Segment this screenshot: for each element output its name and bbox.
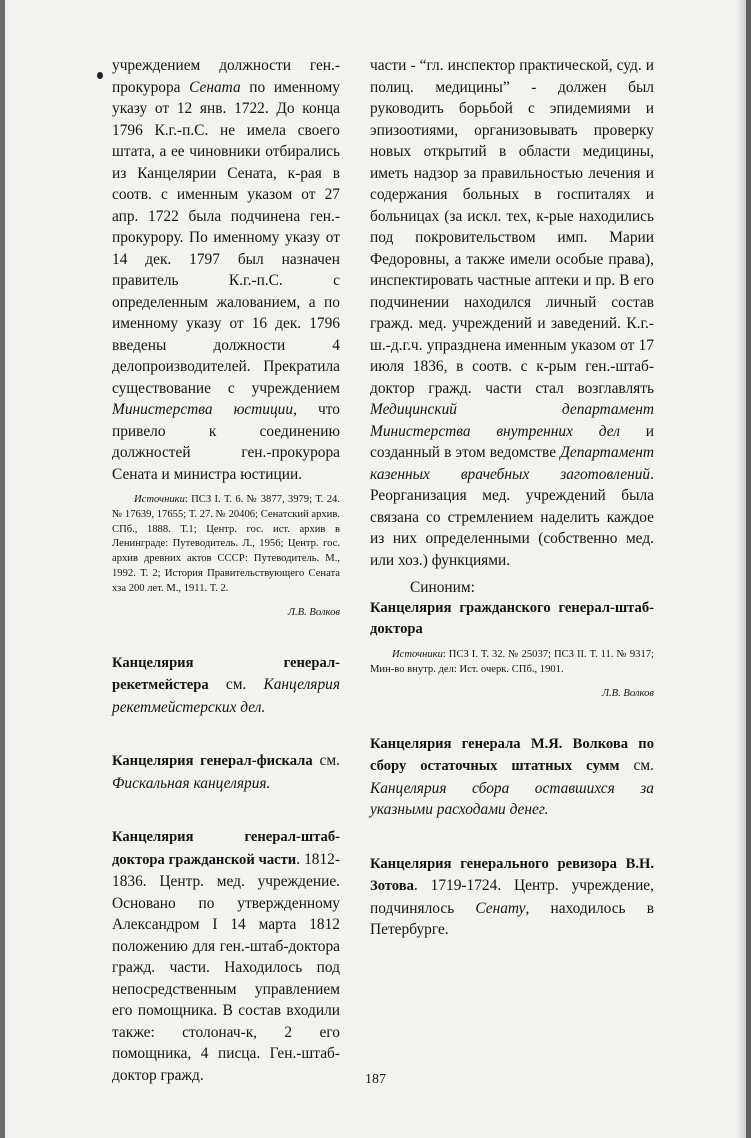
entry-reketmeister: [112, 652, 340, 719]
entry-body: . 1719-1724. Центр. учреждение, подчинялось: [370, 877, 654, 917]
margin-dot: [97, 72, 103, 79]
cross-reference: Фискальная канцелярия.: [112, 774, 271, 792]
text-run: и созданный в этом ведомстве: [370, 422, 654, 461]
sources-text: : ПСЗ I. Т. 32. № 25037; ПСЗ II. Т. 11. № 9317; Мин-во внутр. дел: Ист. очерк. СПб., 1901.: [370, 649, 654, 675]
synonym-term: Канцелярия гражданского генерал-штаб-доктора: [370, 600, 654, 637]
entry-term: Канцелярия генерала М.Я. Волкова по сбору остаточных штатных сумм: [370, 735, 654, 775]
text-run: , что привело к соединению должностей ген.-прокурора Сената и министра юстиции.: [112, 401, 341, 483]
scan-edge-right-shadow: [736, 0, 746, 1138]
see-text: см.: [619, 757, 654, 775]
entry-revizor: [370, 853, 654, 941]
author-signature: Л.В. Волков: [601, 687, 654, 699]
entry-fiskal: [112, 750, 340, 794]
synonym-label: Синоним:: [410, 579, 475, 596]
entry-body: . 1812-1836. Центр. мед. учреждение. Основано по утвержденному Александром I 14 марта 1812 положению для ген.-штаб-доктора гражд. части. Находилось под непосредственным управлением его помощника. В состав входили также: столонач-к, 2 его помощника, 4 писца. Ген.-штаб-доктор гражд.: [112, 850, 340, 1084]
cross-reference: Сената: [189, 78, 241, 96]
entry-term: Канцелярия генерал-штаб-доктора гражданской части: [112, 829, 340, 868]
text-run: . Реорганизация мед. учреждений была связана со стремлением наделить каждое из них определенными (собственно мед. или хоз.) функциями.: [370, 465, 654, 569]
sources-label: Источники: [392, 649, 443, 660]
right-column: [370, 55, 654, 941]
text-run: по именному указу от 12 янв. 1722. До конца 1796 К.г.-п.С. не имела своего штата, а ее чиновники отбирались из Канцелярии Сената, к-рая в соотв. с именным указом от 27 апр. 1722 была подчинена ген.-прокурору. По именному указу от 14 дек. 1797 был назначен правитель К.г.-п.С. с определенным жалованием, а по именному указу от 16 дек. 1796 введены должности 4 делопроизводителей. Прекратила существование с учреждением: [112, 78, 340, 397]
cross-reference: Министерства юстиции: [112, 401, 294, 418]
page-number: 187: [365, 1072, 386, 1087]
left-column: [112, 55, 340, 1086]
cross-reference: Сенату: [475, 899, 526, 917]
cross-reference: Медицинский департамент Министерства внутренних дел: [370, 401, 654, 440]
entry-continuation-shtab-doktor: [370, 55, 654, 571]
entry-term: Канцелярия генерального ревизора В.Н. Зотова: [370, 855, 654, 895]
sources-text: : ПСЗ I. Т. 6. № 3877, 3979; Т. 24. № 17639, 17655; Т. 27. № 20406; Сенатский архив. СПб., 1888. Т.1; Центр. гос. ист. архив в Ленинграде: Путеводитель. Л., 1956; Центр. гос. архив древних актов СССР: Путеводитель. М., 1992. Т. 2; История Правительствующего Сената хза 200 лет. М., 1911. Т. 2.: [112, 494, 340, 594]
scan-edge-left: [0, 0, 5, 1138]
sources-label: Источники: [134, 494, 185, 505]
see-text: см.: [208, 676, 264, 694]
entry-continuation-general-prokuror: [112, 55, 340, 485]
author-signature: Л.В. Волков: [287, 606, 340, 618]
sources-block: [370, 648, 654, 678]
entry-term: Канцелярия генерал-рекетмейстера: [112, 654, 340, 694]
scan-edge-right: [746, 0, 751, 1138]
entry-term: Канцелярия генерал-фискала: [112, 753, 313, 770]
entry-body: , находилось в Петербурге.: [370, 899, 654, 939]
cross-reference: Канцелярия сбора оставшихся за указными расходами денег.: [370, 779, 654, 819]
cross-reference: Департамент казенных врачебных заготовлений: [370, 444, 654, 483]
cross-reference: Канцелярия рекетмейстерских дел.: [112, 676, 340, 716]
see-text: см.: [312, 752, 340, 770]
text-run: части - “гл. инспектор практической, суд. и полиц. медицины” - должен был руководить борьбой с эпидемиями и эпизоотиями, организовывать проверку новых открытий в области медицины, иметь надзор за правильностью лечения и содержания больных в госпиталях и больницах (за искл. тех, к-рые находились под покровительством имп. Марии Федоровны, а также имели особые права), инспектировать частные аптеки и пр. В его подчинении находился личный состав гражд. мед. учреждений и заведений. К.г.-ш.-д.г.ч. упразднена именным указом от 17 июля 1836, в соотв. с к-рым ген.-штаб-доктор гражд. части стал возглавлять: [370, 57, 654, 397]
entry-shtab-doktor: [112, 826, 340, 1086]
entry-volkov: [370, 733, 654, 821]
sources-block: [112, 493, 340, 597]
text-run: учреждением должности ген.-прокурора: [112, 57, 340, 96]
